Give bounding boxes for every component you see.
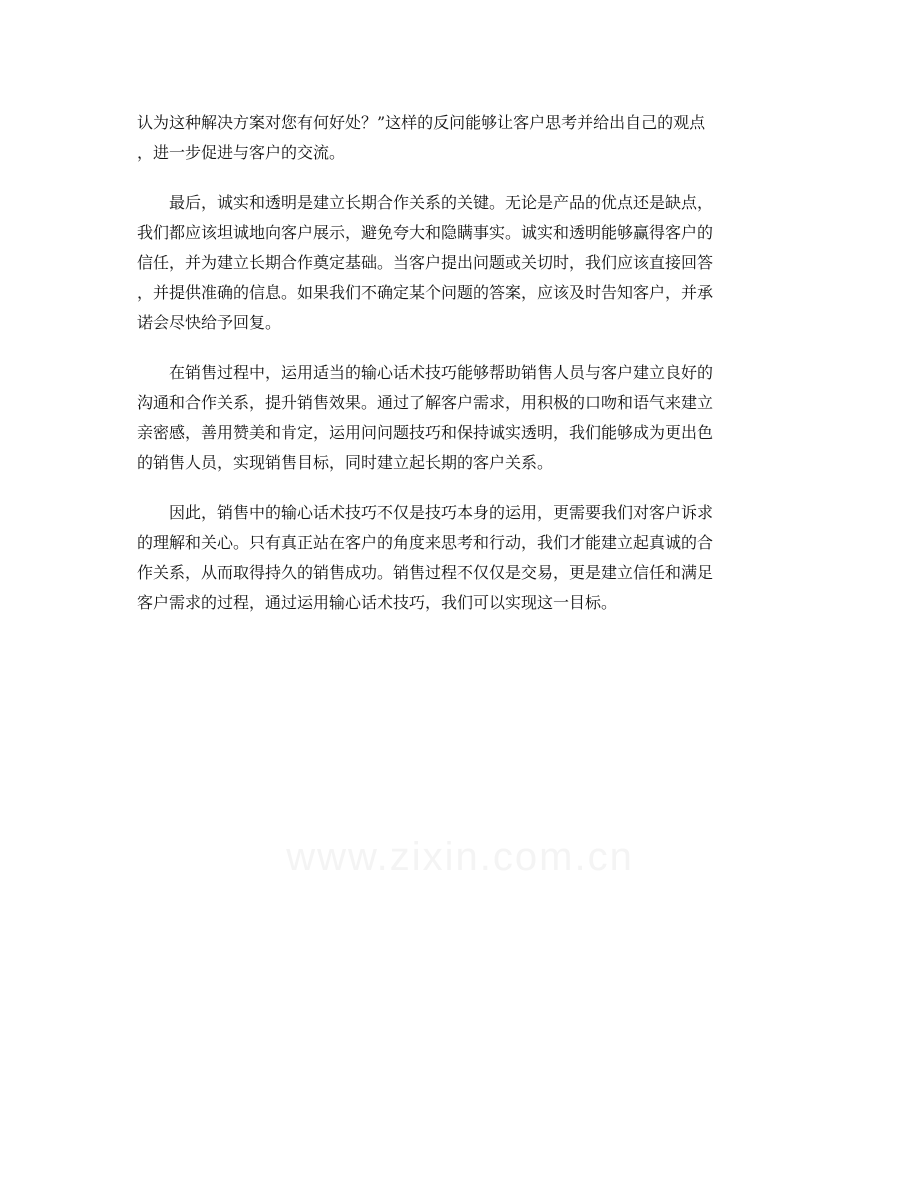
paragraph-line: 最后，诚实和透明是建立长期合作关系的关键。无论是产品的优点还是缺点， bbox=[137, 193, 714, 212]
watermark: www.zixin.com.cn bbox=[286, 835, 634, 879]
paragraph-line: ，进一步促进与客户的交流。 bbox=[137, 143, 346, 162]
paragraph-line: 亲密感，善用赞美和肯定，运用问问题技巧和保持诚实透明，我们能够成为更出色 bbox=[137, 423, 714, 442]
paragraph-1 bbox=[137, 108, 787, 168]
paragraph-line: 信任，并为建立长期合作奠定基础。当客户提出问题或关切时，我们应该直接回答 bbox=[137, 253, 714, 272]
paragraph-line: 沟通和合作关系，提升销售效果。通过了解客户需求，用积极的口吻和语气来建立 bbox=[137, 393, 714, 412]
paragraph-line: 的销售人员，实现销售目标，同时建立起长期的客户关系。 bbox=[137, 453, 554, 472]
paragraph-line: 的理解和关心。只有真正站在客户的角度来思考和行动，我们才能建立起真诚的合 bbox=[137, 533, 714, 552]
paragraph-line: 客户需求的过程，通过运用输心话术技巧，我们可以实现这一目标。 bbox=[137, 593, 618, 612]
paragraph-line: 因此，销售中的输心话术技巧不仅是技巧本身的运用，更需要我们对客户诉求 bbox=[137, 503, 714, 522]
paragraph-line: 认为这种解决方案对您有何好处？”这样的反问能够让客户思考并给出自己的观点 bbox=[137, 113, 706, 132]
paragraph-line: 作关系，从而取得持久的销售成功。销售过程不仅仅是交易，更是建立信任和满足 bbox=[137, 563, 714, 582]
paragraph-line: ，并提供准确的信息。如果我们不确定某个问题的答案，应该及时告知客户，并承 bbox=[137, 283, 714, 302]
document-body bbox=[137, 108, 787, 638]
paragraph-line: 在销售过程中，运用适当的输心话术技巧能够帮助销售人员与客户建立良好的 bbox=[137, 363, 714, 382]
paragraph-line: 诺会尽快给予回复。 bbox=[137, 313, 282, 332]
paragraph-4 bbox=[137, 498, 787, 618]
paragraph-2 bbox=[137, 188, 787, 338]
paragraph-line: 我们都应该坦诚地向客户展示，避免夸大和隐瞒事实。诚实和透明能够赢得客户的 bbox=[137, 223, 714, 242]
paragraph-3 bbox=[137, 358, 787, 478]
